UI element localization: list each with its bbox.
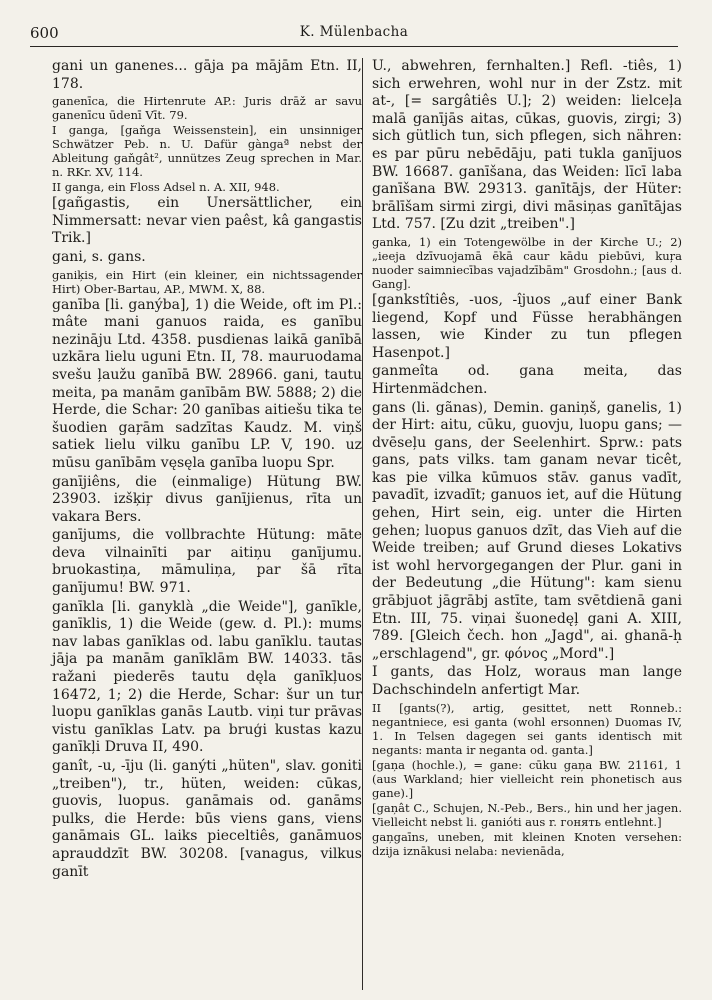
entry: gans (li. gãnas), Demin. ganiņš, ganelis, 1) der Hirt: aitu, cūku, guovju, luopu gans; — dvēseļu gans, der Seelenhirt. Sprw.: pats gans, pats vilks. tam ganam nevar ticêt, kas pie vilka kūmuos stāv. ganus vadīt, pavadīt, izvadīt; ganuos iet, auf die Hütung gehen, Hirt sein, eig. unter die Hirten gehen; luopus ganuos dzīt, das Vieh auf die Weide treiben; auf Grund dieses Lokativs ist wohl hervorgegangen der Plur. gani in der Bedeutung „die Hütung": kam sienu grābjuot jāgrābj astīte, tam svētdienā gani Etn. III, 75. viņai šuonedęļ gani A. XIII, 789. [Gleich čech. hon „Jagd", ai. ghanā-ḥ „erschlagend", gr. φόνος „Mord".] — [372, 399, 682, 662]
column-divider — [362, 58, 363, 990]
page-header — [30, 20, 678, 47]
entry: ganenīca, die Hirtenrute AP.: Juris drāž ar savu ganenīcu ūdenī Vīt. 79. — [52, 94, 362, 123]
entry: ganka, 1) ein Totengewölbe in der Kirche U.; 2) „ieeja dzīvuojamā ēkā caur kādu piebūvi, kuŗa nuoder saimniecības vajadzībām" Grosdohn.; [aus d. Gang]. — [372, 234, 682, 291]
entry: gani, s. gans. — [52, 248, 146, 265]
entry: II ganga, ein Floss Adsel n. A. XII, 948. — [52, 180, 280, 195]
entry: gani un ganenes... gāja pa mājām Etn. II, 178. — [52, 58, 362, 92]
entry: II [gants(?), artig, gesittet, nett Ronneb.: negantniece, esi ganta (wohl ersonnen) Duomas IV, 1. In Telsen dagegen sei gants identisch mit negants: manta ir neganta od. ganta.] — [372, 700, 682, 757]
running-title: K. Mülenbacha — [299, 24, 409, 40]
entry: ganît, -u, -īju (li. ganýti „hüten", slav. goniti „treiben"), tr., hüten, weiden: cūkas, guovis, luopus. ganāmais od. ganāms pulks, die Herde: būs viens gans, viens ganāmais GL. laiks pieceltiês, ganāmuos aprauddzīt BW. 30208. [vanagus, vilkus ganīt — [52, 758, 362, 880]
left-column — [52, 58, 362, 882]
page-number: 600 — [30, 24, 59, 42]
entry: gaņgaīns, uneben, mit kleinen Knoten versehen: dzija iznākusi nelaba: nevienāda, — [372, 829, 682, 858]
entry: I gants, das Holz, woraus man lange Dachschindeln anfertigt Mar. — [372, 664, 682, 698]
entry: [gaņa (hochle.), = gane: cūku gaņa BW. 21161, 1 (aus Warkland; hier vielleicht rein phonetisch aus gane).] — [372, 757, 682, 800]
entry: I ganga, [gaňga Weissenstein], ein unsinniger Schwätzer Peb. n. U. Dafür gàngaª nebst der Ableitung gaňgât², unnützes Zeug sprechen in Mar. n. RKr. XV, 114. — [52, 123, 362, 180]
entry: U., abwehren, fernhalten.] Refl. -tiês, 1) sich erwehren, wohl nur in der Zstz. mit at-, [= sargâtiês U.]; 2) weiden: lielceļa malā ganījās aitas, cūkas, guovis, zirgi; 3) sich gütlich tun, sich pflegen, sich nähren: es par pūru nebēdāju, pati tukla ganījuos BW. 16687. ganīšana, das Weiden: līcī laba ganīšana BW. 29313. ganītājs, der Hüter: brālīšam sirmi zirgi, divi māsiņas ganītājas Ltd. 757. [Zu dzit „treiben".] — [372, 58, 682, 233]
entry: ganījums, die vollbrachte Hütung: māte deva vilnainīti par aitiņu ganījumu. bruokastiņa, māmuliņa, par šā rīta ganījumu! BW. 971. — [52, 527, 362, 597]
entry: [gañgastis, ein Unersättlicher, ein Nimmersatt: nevar vien paêst, kâ gangastis Trik.] — [52, 195, 362, 247]
right-column — [372, 58, 682, 859]
entry: [gaņât C., Schujen, N.-Peb., Bers., hin und her jagen. Vielleicht nebst li. ganióti aus r. гонять entlehnt.] — [372, 800, 682, 829]
entry: ganība [li. ganýba], 1) die Weide, oft im Pl.: mâte mani ganuos raida, es ganību nezināju Ltd. 4358. pusdienas laikā ganībā uzkāra lielu uguni Etn. II, 78. mauruodama svešu ļaužu ganībā BW. 28966. gani, tautu meita, pa manām ganībām BW. 5888; 2) die Herde, die Schar: 20 ganības aitiešu tika te šuodien gaŗām sadzītas Kaudz. M. viņš satiek lielu vilku ganību LP. V, 190. uz mūsu ganībām vęsęla ganība luopu Spr. — [52, 296, 362, 471]
entry: ganīkla [li. ganyklà „die Weide"], ganīkle, ganīklis, 1) die Weide (gew. d. Pl.): mums nav labas ganīklas od. labu ganīklu. tautas jāja pa manām ganīklām BW. 14033. tās ražani piederēs tautu dęla ganīkļuos 16472, 1; 2) die Herde, Schar: šur un tur luopu ganīklas ganās Lautb. viņi tur prāvas vistu ganīklas Latv. pa bruģi kustas kazu ganīkļi Druva II, 490. — [52, 598, 362, 756]
entry: [gankstîtiês, -uos, -îjuos „auf einer Bank liegend, Kopf und Füsse herabhängen lassen, wie Kinder zu tun pflegen Hasenpot.] — [372, 291, 682, 361]
entry: ganiķis, ein Hirt (ein kleiner, ein nichtssagender Hirt) Ober-Bartau, AP., MWM. X, 88. — [52, 267, 362, 296]
entry: ganmeîta od. gana meita, das Hirtenmädchen. — [372, 363, 682, 397]
entry: ganījiêns, die (einmalige) Hütung BW. 23903. izšķiŗ divus ganījienus, rīta un vakara Bers. — [52, 473, 362, 525]
